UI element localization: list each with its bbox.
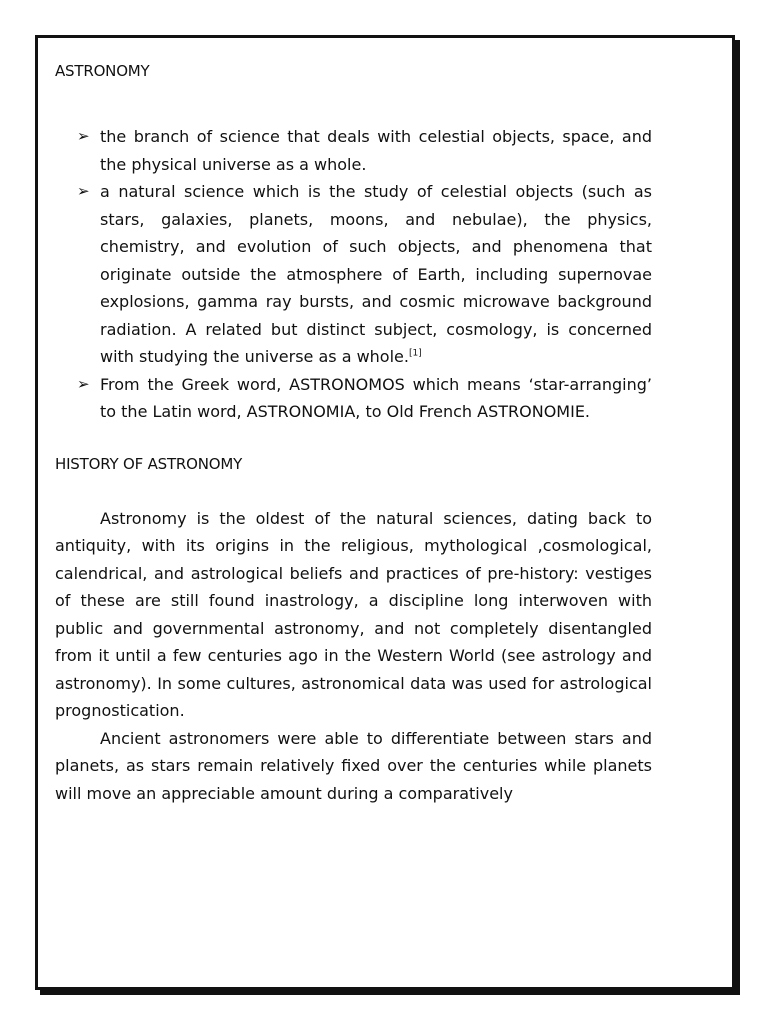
section-heading: HISTORY OF ASTRONOMY: [55, 454, 243, 473]
arrowhead-bullet-icon: ➢: [77, 182, 90, 200]
list-item: [55, 371, 652, 426]
list-item-text: a natural science which is the study of celestial objects (such as stars, galaxies, planets, moons, and nebulae), the physics, chemistry, and evolution of such objects, and phenomena that originate outside the atmosphere of Earth, including supernovae explosions, gamma ray bursts, and cosmic microwave background radiation. A related but distinct subject, cosmology, is concerned with studying the universe as a whole.: [100, 182, 652, 366]
list-item-text: the branch of science that deals with celestial objects, space, and the physical universe as a whole.: [100, 127, 652, 174]
history-paragraph-1: [55, 505, 652, 725]
list-item: [55, 178, 652, 371]
list-item-text: From the Greek word, ASTRONOMOS which means ‘star-arranging’ to the Latin word, ASTRONOMIA, to Old French ASTRONOMIE.: [100, 374, 652, 421]
paragraph-text: Ancient astronomers were able to differentiate between stars and planets, as stars remain relatively fixed over the centuries while planets will move an appreciable amount during a comparatively: [55, 728, 652, 803]
document-body: [55, 62, 652, 807]
arrowhead-bullet-icon: ➢: [77, 127, 90, 145]
lead-term: Astronomy: [100, 508, 187, 528]
paragraph-text: is the oldest of the natural sciences, dating back to antiquity, with its origins in the religious, mythological ,cosmological, calendrical, and astrological beliefs and practices of pre-history: vestiges of these are still found inastrology, a discipline long interwoven with public and governmental astronomy, and not completely disentangled from it until a few centuries ago in the Western World (see astrology and astronomy). In some cultures, astronomical data was used for astrological prognostication.: [55, 508, 652, 720]
list-item: [55, 123, 652, 178]
arrowhead-bullet-icon: ➢: [77, 374, 90, 393]
reference-link[interactable]: [1]: [408, 348, 422, 359]
definition-list: [55, 123, 652, 426]
page-title: ASTRONOMY: [55, 62, 150, 80]
history-paragraph-2: [55, 725, 652, 808]
